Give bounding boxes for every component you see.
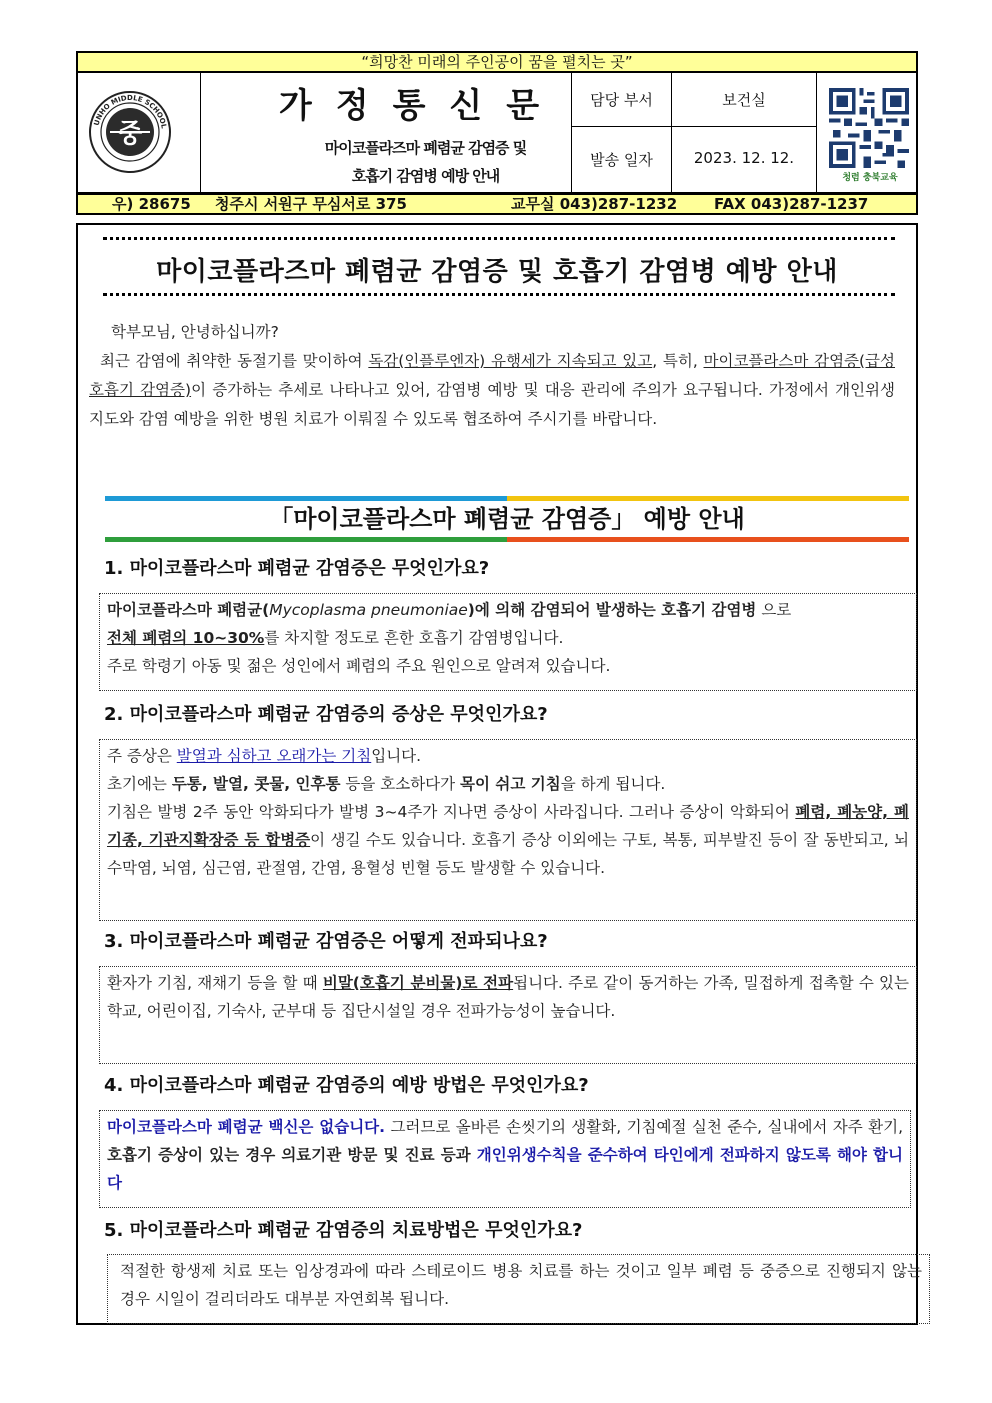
answer-box <box>99 966 917 1064</box>
answer-line <box>107 624 909 652</box>
motto-banner <box>76 51 918 73</box>
answer-line: 주로 학령기 아동 및 젊은 성인에서 폐렴의 주요 원인으로 알려져 있습니다. <box>107 657 611 675</box>
dotted-divider <box>103 237 895 240</box>
dotted-divider <box>103 293 895 296</box>
divider <box>816 72 817 192</box>
answer-text: 주 증상은 <box>107 747 177 765</box>
greeting: 학부모님, 안녕하십니까? <box>111 323 279 341</box>
street-address: 청주시 서원구 무심서로 375 <box>215 195 407 213</box>
zip-code: 우) 28675 <box>112 195 191 213</box>
answer-box <box>99 1110 911 1208</box>
answer-text: 를 차지할 정도로 흔한 호흡기 감염병입니다. <box>264 629 564 647</box>
answer-box <box>99 593 917 691</box>
answer-text: 을 하게 됩니다. <box>560 775 666 793</box>
newsletter-title: 가정통신문 <box>278 86 564 126</box>
answer-line <box>107 742 909 770</box>
answer-line <box>107 969 909 1025</box>
intro-underlined: 독감(인플루엔자) 유행세가 지속되고 있고 <box>368 352 653 370</box>
answer-text: 등을 호소하다가 <box>340 775 461 793</box>
divider <box>200 72 201 192</box>
answer-line <box>107 1113 903 1197</box>
dept-value: 보건실 <box>722 91 766 109</box>
date-label: 발송 일자 <box>590 151 653 169</box>
answer-line <box>107 798 909 882</box>
answer-line <box>107 770 909 798</box>
logo-char: 중 <box>117 119 143 149</box>
divider <box>571 126 816 127</box>
answer-text: 입니다. <box>371 747 422 765</box>
answer-italic: Mycoplasma pneumoniae <box>269 601 468 619</box>
answer-bold: )에 의해 감염되어 발생하는 호흡기 감염병 <box>467 601 757 619</box>
question-heading: 5. 마이코플라스마 폐렴균 감염증의 치료방법은 무엇인가요? <box>104 1220 583 1241</box>
answer-text: 으로 <box>756 601 792 619</box>
answer-bold: 두통, 발열, 콧물, 인후통 <box>171 775 341 793</box>
answer-box <box>107 1254 930 1324</box>
answer-bold: 마이코플라스마 폐렴균( <box>107 601 270 619</box>
answer-text: 이 생길 수도 있습니다. 호흡기 증상 이외에는 구토, 복통, 피부발진 등이 잘 동반되고, 뇌수막염, 뇌염, 심근염, 관절염, 간염, 용혈성 빈혈 등도 발생할 수 있습니다. <box>107 831 909 877</box>
address-bar <box>76 193 918 215</box>
color-bar <box>105 537 507 542</box>
qr-code-icon <box>829 88 909 168</box>
answer-bold: 목이 쉬고 기침 <box>460 775 561 793</box>
motto-text: “희망찬 미래의 주인공이 꿈을 펼치는 곳” <box>361 53 633 71</box>
answer-blue: 개인위생수칙을 준수하여 타인에게 전파하지 않도록 해야 합니다 <box>107 1146 903 1192</box>
subtitle-line: 호흡기 감염병 예방 안내 <box>351 167 500 185</box>
office-phone: 교무실 043)287-1232 <box>511 195 678 213</box>
newsletter-subtitle <box>228 134 623 190</box>
intro-body <box>89 347 895 434</box>
intro-text: 최근 감염에 취약한 동절기를 맞이하여 <box>100 352 369 370</box>
answer-text: 됩니다. 주로 같이 동거하는 가족, 밀접하게 접촉할 수 있는 학교, 어린이집, 기숙사, 군부대 등 집단시설일 경우 전파가능성이 높습니다. <box>107 974 909 1020</box>
answer-underlined: 폐렴, 폐농양, 폐기종, 기관지확장증 등 합병증 <box>107 803 909 849</box>
question-heading: 4. 마이코플라스마 폐렴균 감염증의 예방 방법은 무엇인가요? <box>104 1075 589 1096</box>
page-title: 마이코플라즈마 폐렴균 감염증 및 호흡기 감염병 예방 안내 <box>156 257 838 287</box>
answer-line: 적절한 항생제 치료 또는 임상경과에 따라 스테로이드 병용 치료를 하는 것이고 일부 폐렴 등 중증으로 진행되지 않는 경우 시일이 걸리더라도 대부분 자연회복 됩니다. <box>120 1262 922 1308</box>
section-banner <box>105 496 909 542</box>
answer-line <box>107 596 909 624</box>
qr-caption: 청렴 충북교육 <box>842 173 898 183</box>
answer-box <box>99 739 917 921</box>
logo-arc-text: UNHO MIDDLE SCHOOL <box>92 93 168 130</box>
answer-text: 환자가 기침, 재채기 등을 할 때 <box>107 974 323 992</box>
answer-underlined: 전체 폐렴의 10~30% <box>107 629 265 647</box>
answer-underlined: 발열과 심하고 오래가는 기침 <box>176 747 372 765</box>
answer-blue: 마이코플라스마 폐렴균 백신은 없습니다. <box>107 1118 386 1136</box>
intro-text: , 특히, <box>652 352 704 370</box>
answer-text: 초기에는 <box>107 775 172 793</box>
question-heading: 2. 마이코플라스마 폐렴균 감염증의 증상은 무엇인가요? <box>104 704 548 725</box>
date-value: 2023. 12. 12. <box>693 149 795 167</box>
school-logo-icon <box>88 90 172 174</box>
question-heading: 1. 마이코플라스마 폐렴균 감염증은 무엇인가요? <box>104 558 490 579</box>
intro-underlined: 마이코플라스마 감염증(급성호흡기 감염증) <box>89 352 896 399</box>
dept-label: 담당 부서 <box>590 91 653 109</box>
answer-text: 기침은 발병 2주 동안 악화되다가 발병 3~4주가 지나면 증상이 사라집니다. 그러나 증상이 악화되어 <box>107 803 796 821</box>
question-heading: 3. 마이코플라스마 폐렴균 감염증은 어떻게 전파되나요? <box>104 931 548 952</box>
answer-text: 그러므로 올바른 손씻기의 생활화, 기침예절 실천 준수, 실내에서 자주 환기, <box>385 1118 904 1136</box>
answer-bold: 호흡기 증상이 있는 경우 의료기관 방문 및 진료 등과 <box>107 1146 471 1164</box>
fax-number: FAX 043)287-1237 <box>714 195 869 213</box>
section-title: 「마이코플라스마 폐렴균 감염증」 예방 안내 <box>105 501 909 537</box>
intro-paragraph <box>89 318 895 434</box>
header-table <box>76 72 918 194</box>
color-bar <box>507 537 909 542</box>
intro-text: 이 증가하는 추세로 나타나고 있어, 감염병 예방 및 대응 관리에 주의가 요구됩니다. 가정에서 개인위생 지도와 감염 예방을 위한 병원 치료가 이뤄질 수 있도록 협조하여 주시기를 바랍니다. <box>89 381 895 428</box>
answer-underlined: 비말(호흡기 분비물)로 전파 <box>322 974 514 992</box>
subtitle-line: 마이코플라즈마 폐렴균 감염증 및 <box>324 139 527 157</box>
main-content <box>76 223 922 1325</box>
